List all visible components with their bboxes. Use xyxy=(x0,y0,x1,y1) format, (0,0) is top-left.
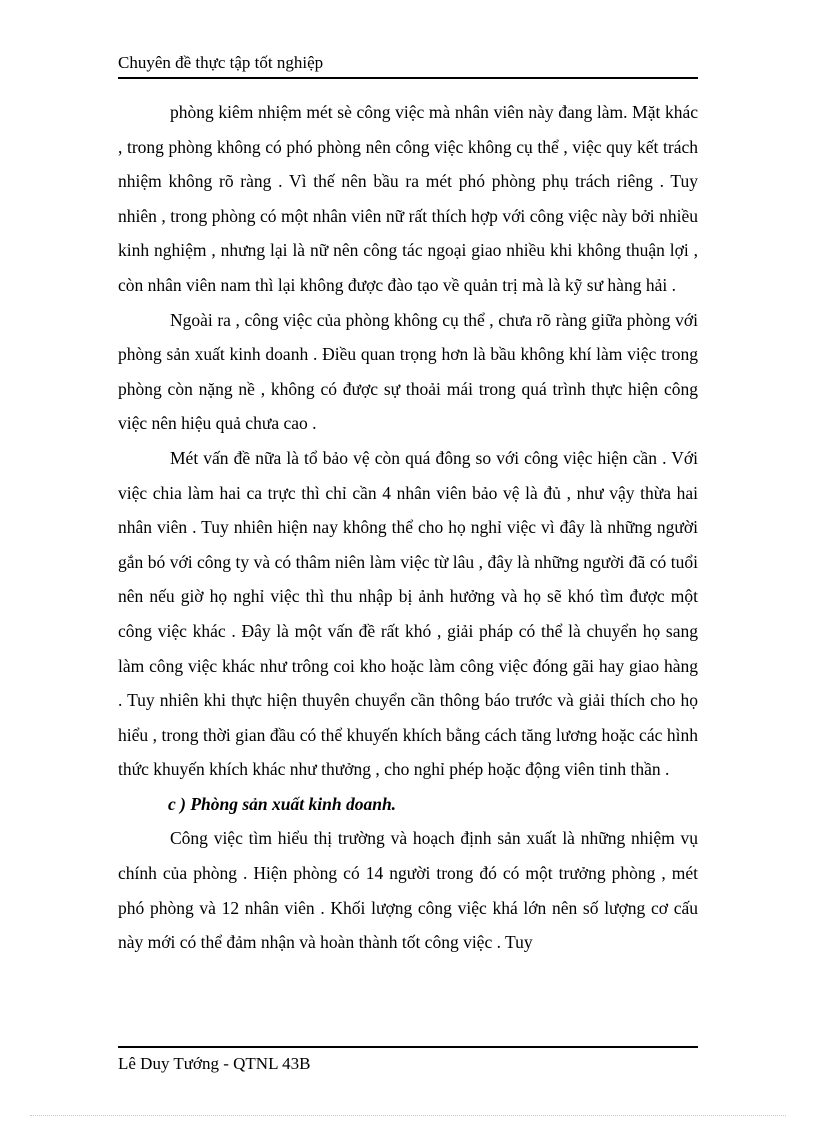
document-body xyxy=(118,95,698,960)
header-title: Chuyên đề thực tập tốt nghiệp xyxy=(118,53,324,72)
page-header xyxy=(118,52,698,74)
header-divider xyxy=(118,77,698,79)
page-footer xyxy=(118,1053,698,1075)
page-bottom-edge xyxy=(30,1115,786,1116)
paragraph-4: Công việc tìm hiểu thị trường và hoạch định sản xuất là những nhiệm vụ chính của phòng . Hiện phòng có 14 người trong đó có một trưởng phòng , mét phó phòng và 12 nhân viên . Khối lượng công việc khá lớn nên số lượng cơ cấu này mới có thể đảm nhận và hoàn thành tốt công việc . Tuy xyxy=(118,828,698,953)
paragraph-3: Mét vấn đề nữa là tổ bảo vệ còn quá đông so với công việc hiện cần . Với việc chia làm hai ca trực thì chỉ cần 4 nhân viên bảo vệ là đủ , như vậy thừa hai nhân viên . Tuy nhiên hiện nay không thể cho họ nghỉ việc vì đây là những người gắn bó với công ty và có thâm niên làm việc từ lâu , đây là những người đã có tuổi nên nếu giờ họ nghỉ việc thì thu nhập bị ảnh hưởng và họ sẽ khó tìm được một công việc khác . Đây là một vấn đề rất khó , giải pháp có thể là chuyển họ sang làm công việc khác như trông coi kho hoặc làm công việc đóng gãi hay giao hàng . Tuy nhiên khi thực hiện thuyên chuyển cần thông báo trước và giải thích cho họ hiểu , trong thời gian đầu có thể khuyến khích bằng cách tăng lương hoặc các hình thức khuyến khích khác như thưởng , cho nghỉ phép hoặc động viên tinh thần . xyxy=(118,447,698,780)
section-subheading: c ) Phòng sản xuất kinh doanh. xyxy=(168,793,397,814)
footer-author: Lê Duy Tướng - QTNL 43B xyxy=(118,1054,311,1073)
footer-divider xyxy=(118,1046,698,1048)
paragraph-2: Ngoài ra , công việc của phòng không cụ thể , chưa rõ ràng giữa phòng với phòng sản xuất kinh doanh . Điều quan trọng hơn là bầu không khí làm việc trong phòng còn nặng nề , không có được sự thoải mái trong quá trình thực hiện công việc nên hiệu quả chưa cao . xyxy=(118,309,698,434)
paragraph-1: phòng kiêm nhiệm mét sè công việc mà nhân viên này đang làm. Mặt khác , trong phòng không có phó phòng nên công việc không cụ thể , việc quy kết trách nhiệm không rõ ràng . Vì thế nên bầu ra mét phó phòng phụ trách riêng . Tuy nhiên , trong phòng có một nhân viên nữ rất thích hợp với công việc này bởi nhiều kinh nghiệm , nhưng lại là nữ nên công tác ngoại giao nhiều khi không thuận lợi , còn nhân viên nam thì lại không được đào tạo về quản trị mà là kỹ sư hàng hải . xyxy=(118,102,698,295)
